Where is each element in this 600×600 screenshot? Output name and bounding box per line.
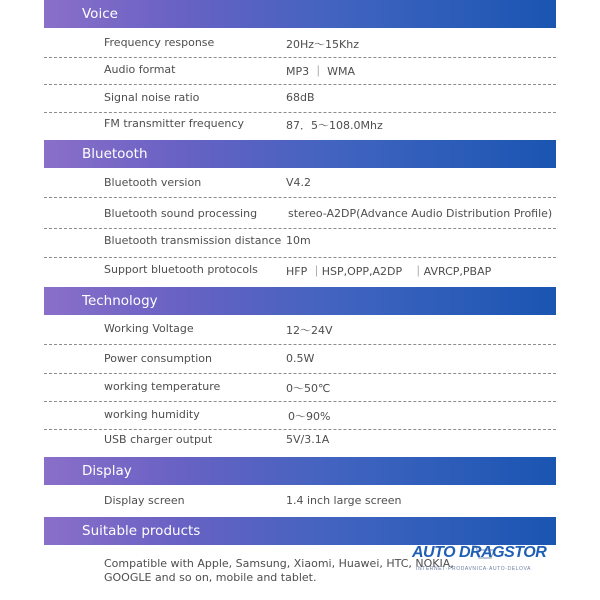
spec-label: Signal noise ratio bbox=[104, 91, 200, 104]
section-title: Suitable products bbox=[82, 523, 201, 539]
spec-row bbox=[44, 234, 556, 258]
spec-value: 68dB bbox=[286, 91, 315, 104]
spec-value: 20Hz〜15Khz bbox=[286, 38, 359, 51]
spec-value: 87．5〜108.0Mhz bbox=[286, 119, 383, 132]
spec-value: 10m bbox=[286, 234, 311, 247]
section-header-bluetooth bbox=[44, 140, 556, 168]
spec-label: working temperature bbox=[104, 380, 221, 393]
spec-label: FM transmitter frequency bbox=[104, 117, 244, 130]
spec-label: Bluetooth transmission distance bbox=[104, 234, 282, 247]
auto-dragstor-watermark-logo bbox=[410, 540, 570, 580]
spec-row bbox=[44, 263, 556, 284]
watermark-brand: AUTO DRAGSTOR bbox=[412, 544, 547, 561]
spec-label: working humidity bbox=[104, 408, 200, 421]
compatibility-text bbox=[104, 557, 454, 585]
compatibility-line: GOOGLE and so on, mobile and tablet. bbox=[104, 571, 317, 584]
spec-row bbox=[44, 63, 556, 85]
spec-row bbox=[44, 36, 556, 58]
spec-row bbox=[44, 91, 556, 113]
spec-label: Support bluetooth protocols bbox=[104, 263, 258, 276]
spec-label: Display screen bbox=[104, 494, 185, 507]
spec-row bbox=[44, 207, 556, 229]
section-header-display bbox=[44, 457, 556, 485]
spec-row bbox=[44, 408, 556, 430]
compatibility-line: Compatible with Apple, Samsung, Xiaomi, Huawei, HTC, NOKIA, bbox=[104, 557, 454, 570]
section-header-technology bbox=[44, 287, 556, 315]
spec-value: 0〜50℃ bbox=[286, 382, 331, 395]
spec-value: 12〜24V bbox=[286, 324, 333, 337]
spec-row bbox=[44, 352, 556, 374]
spec-value: 0〜90% bbox=[288, 410, 331, 423]
spec-row bbox=[44, 117, 556, 138]
spec-label: Bluetooth version bbox=[104, 176, 202, 189]
spec-label: Frequency response bbox=[104, 36, 215, 49]
section-title: Display bbox=[82, 463, 132, 479]
section-title: Bluetooth bbox=[82, 146, 148, 162]
section-header-voice bbox=[44, 0, 556, 28]
spec-label: Bluetooth sound processing bbox=[104, 207, 258, 220]
section-title: Voice bbox=[82, 6, 118, 22]
spec-label: Power consumption bbox=[104, 352, 212, 365]
spec-label: Audio format bbox=[104, 63, 176, 76]
spec-label: USB charger output bbox=[104, 433, 213, 446]
spec-row bbox=[44, 322, 556, 345]
spec-row bbox=[44, 380, 556, 402]
spec-value: V4.2 bbox=[286, 176, 312, 189]
spec-label: Working Voltage bbox=[104, 322, 194, 335]
spec-value: 5V/3.1A bbox=[286, 433, 330, 446]
spec-row bbox=[44, 494, 556, 515]
spec-value: MP3 ｜ WMA bbox=[286, 65, 356, 78]
spec-value: HFP ｜HSP,OPP,A2DP ｜AVRCP,PBAP bbox=[286, 265, 492, 278]
spec-value: stereo-A2DP(Advance Audio Distribution Profile) bbox=[288, 207, 553, 220]
watermark-tagline: INTERNET·PRODAVNICA·AUTO·DELOVA bbox=[416, 566, 531, 572]
spec-row bbox=[44, 176, 556, 198]
section-title: Technology bbox=[82, 293, 158, 309]
spec-value: 0.5W bbox=[286, 352, 315, 365]
spec-value: 1.4 inch large screen bbox=[286, 494, 402, 507]
spec-row bbox=[44, 433, 556, 454]
